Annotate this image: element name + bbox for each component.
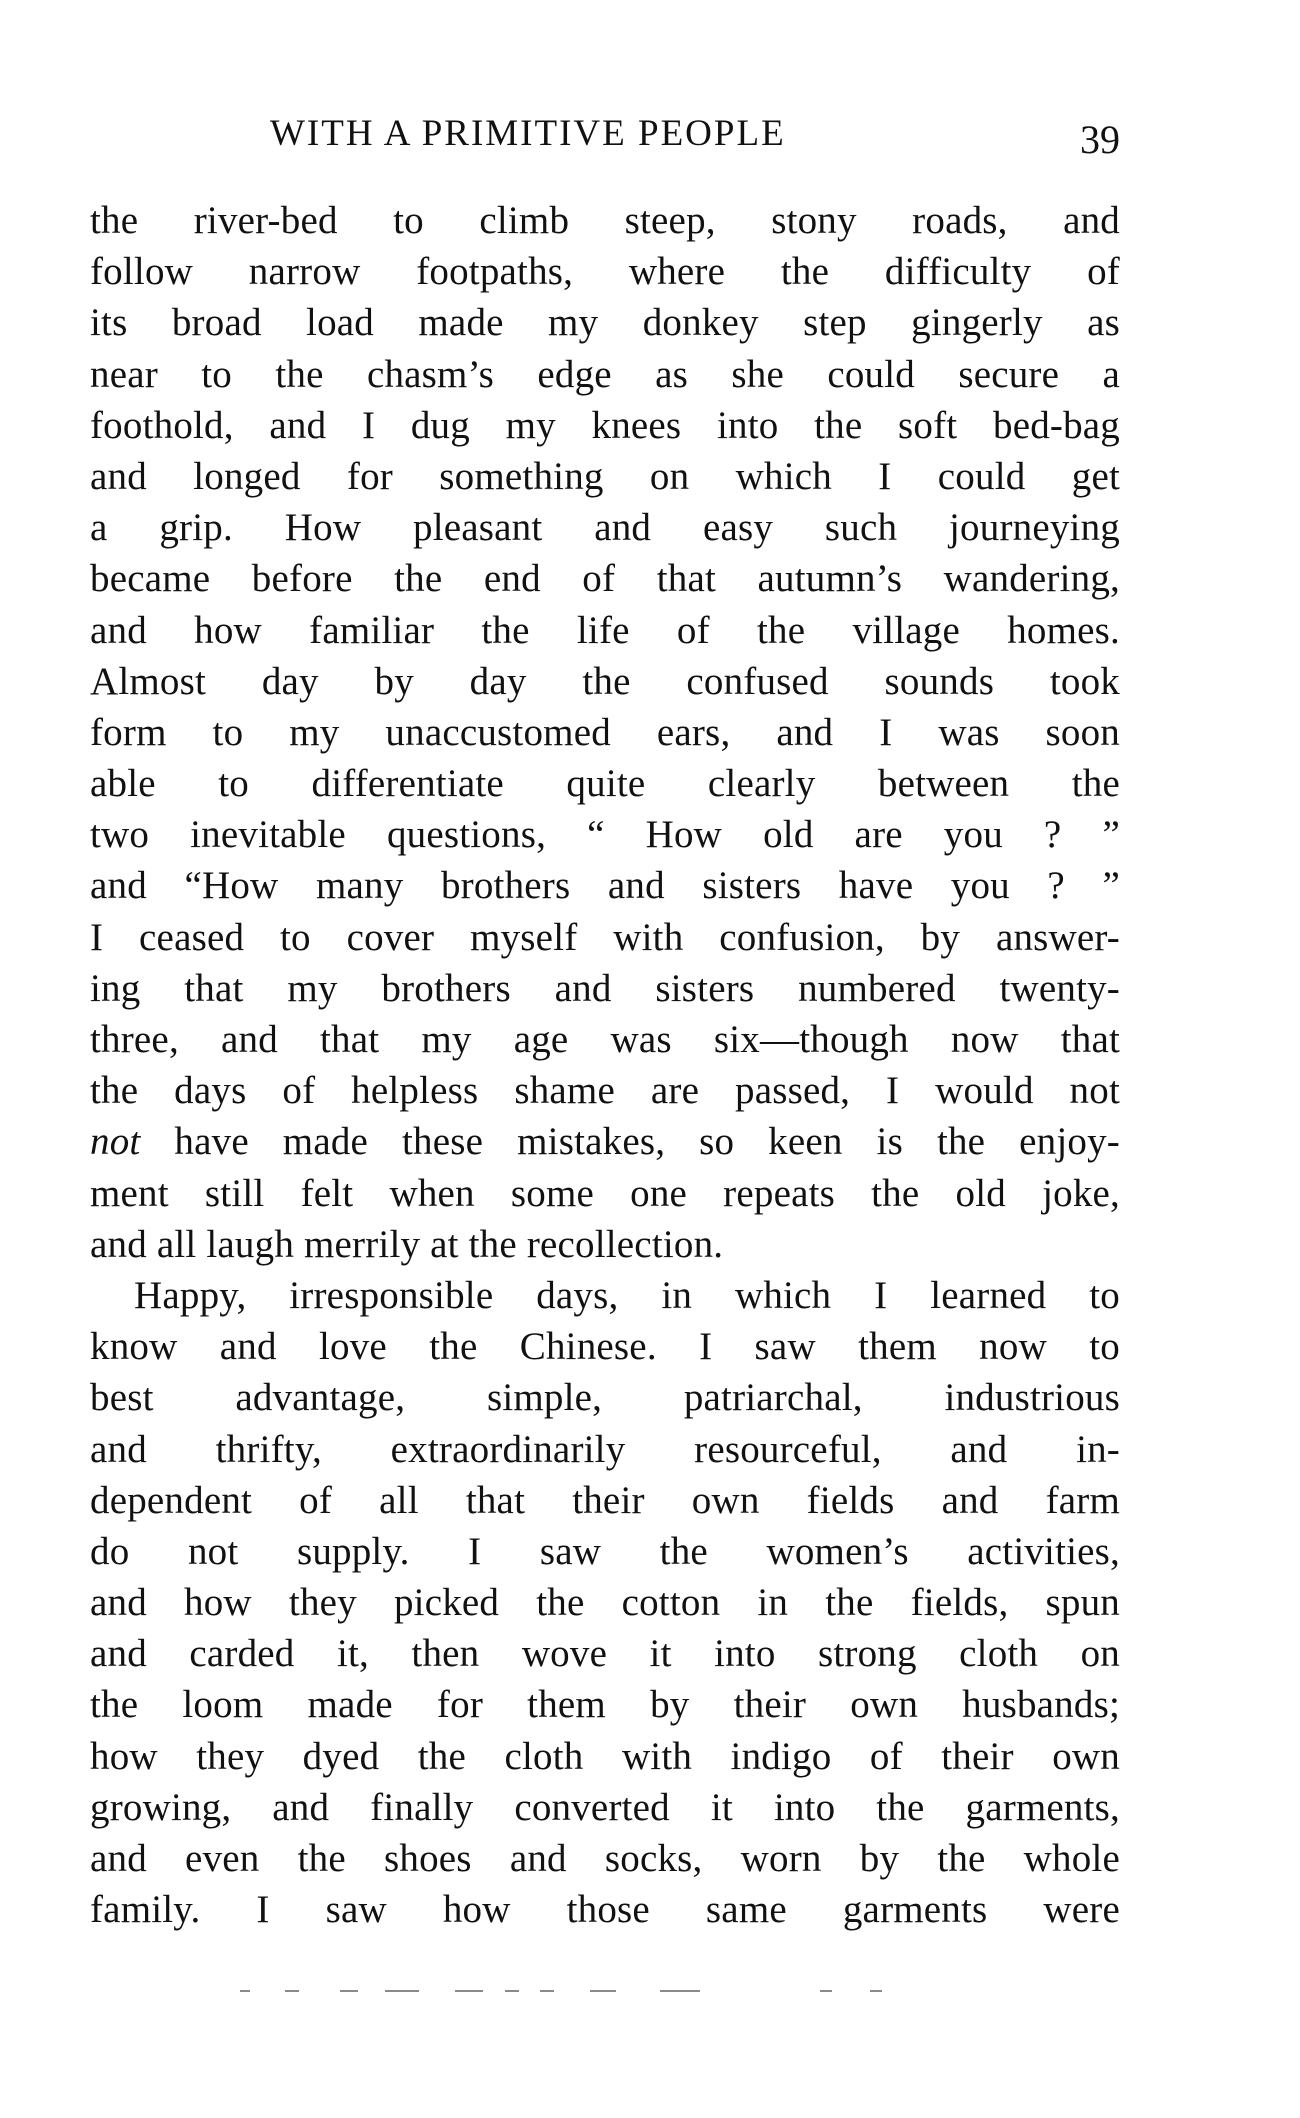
text-line: how they dyed the cloth with indigo of their own (90, 1734, 1120, 1778)
scan-mark (455, 1990, 483, 1992)
text-line: follow narrow footpaths, where the difficulty of (90, 250, 1120, 294)
scan-mark (540, 1990, 554, 1992)
scan-mark (385, 1990, 419, 1992)
text-line: the days of helpless shame are passed, I would not (90, 1069, 1120, 1113)
scan-mark (820, 1990, 832, 1992)
text-line: near to the chasm’s edge as she could secure a (90, 352, 1120, 396)
body-text (90, 195, 1120, 1935)
text-line: able to differentiate quite clearly between the (90, 762, 1120, 806)
text-line: and how they picked the cotton in the fields, spun (90, 1581, 1120, 1625)
text-line: best advantage, simple, patriarchal, industrious (90, 1376, 1120, 1420)
text-line: and even the shoes and socks, worn by the whole (90, 1837, 1120, 1880)
paragraph-1 (90, 195, 1120, 1270)
text-line: the loom made for them by their own husbands; (90, 1683, 1120, 1727)
scan-mark (340, 1990, 358, 1992)
scan-artifact (240, 1980, 1080, 2010)
emphasis-word: not (90, 1120, 141, 1164)
scan-mark (285, 1990, 299, 1992)
text-line: know and love the Chinese. I saw them now to (90, 1325, 1120, 1369)
text-line: a grip. How pleasant and easy such journeying (90, 506, 1120, 550)
running-head (90, 112, 1120, 162)
page-number: 39 (1080, 117, 1120, 162)
text-line: and “How many brothers and sisters have you ? ” (90, 864, 1120, 908)
running-title: WITH A PRIMITIVE PEOPLE (270, 113, 786, 154)
text-line: three, and that my age was six—though now that (90, 1018, 1120, 1061)
text-line: do not supply. I saw the women’s activities, (90, 1529, 1120, 1573)
text-line: and all laugh merrily at the recollection. (90, 1222, 724, 1266)
text-line: foothold, and I dug my knees into the soft bed-bag (90, 403, 1120, 447)
text-line: and carded it, then wove it into strong cloth on (90, 1632, 1120, 1676)
scan-mark (660, 1990, 700, 1992)
text-line: family. I saw how those same garments were (90, 1888, 1120, 1932)
text-line: and thrifty, extraordinarily resourceful, and in- (90, 1427, 1120, 1471)
text-line-rest: have made these mistakes, so keen is the enjoy- (140, 1120, 1120, 1164)
text-line: two inevitable questions, “ How old are you ? ” (90, 813, 1120, 857)
scan-mark (240, 1990, 250, 1992)
paragraph-2 (90, 1270, 1120, 1935)
scan-mark (590, 1990, 616, 1992)
scan-mark (870, 1990, 882, 1992)
text-line: and how familiar the life of the village homes. (90, 608, 1120, 652)
text-line: ment still felt when some one repeats the old joke, (90, 1171, 1120, 1215)
text-line: Happy, irresponsible days, in which I learned to (134, 1273, 1120, 1317)
text-line: and longed for something on which I could get (90, 454, 1120, 498)
text-line: Almost day by day the confused sounds took (90, 659, 1120, 703)
text-line: its broad load made my donkey step gingerly as (90, 301, 1120, 345)
text-line: ing that my brothers and sisters numbered twenty- (90, 966, 1120, 1010)
text-line: dependent of all that their own fields and farm (90, 1478, 1120, 1522)
scan-mark (505, 1990, 519, 1992)
text-line-with-emphasis (90, 1116, 1120, 1167)
text-line: I ceased to cover myself with confusion, by answer- (90, 915, 1120, 959)
text-line: form to my unaccustomed ears, and I was soon (90, 710, 1120, 754)
text-line: growing, and finally converted it into the garments, (90, 1785, 1120, 1829)
text-line: the river-bed to climb steep, stony roads, and (90, 199, 1120, 242)
text-line: became before the end of that autumn’s wandering, (90, 557, 1120, 601)
